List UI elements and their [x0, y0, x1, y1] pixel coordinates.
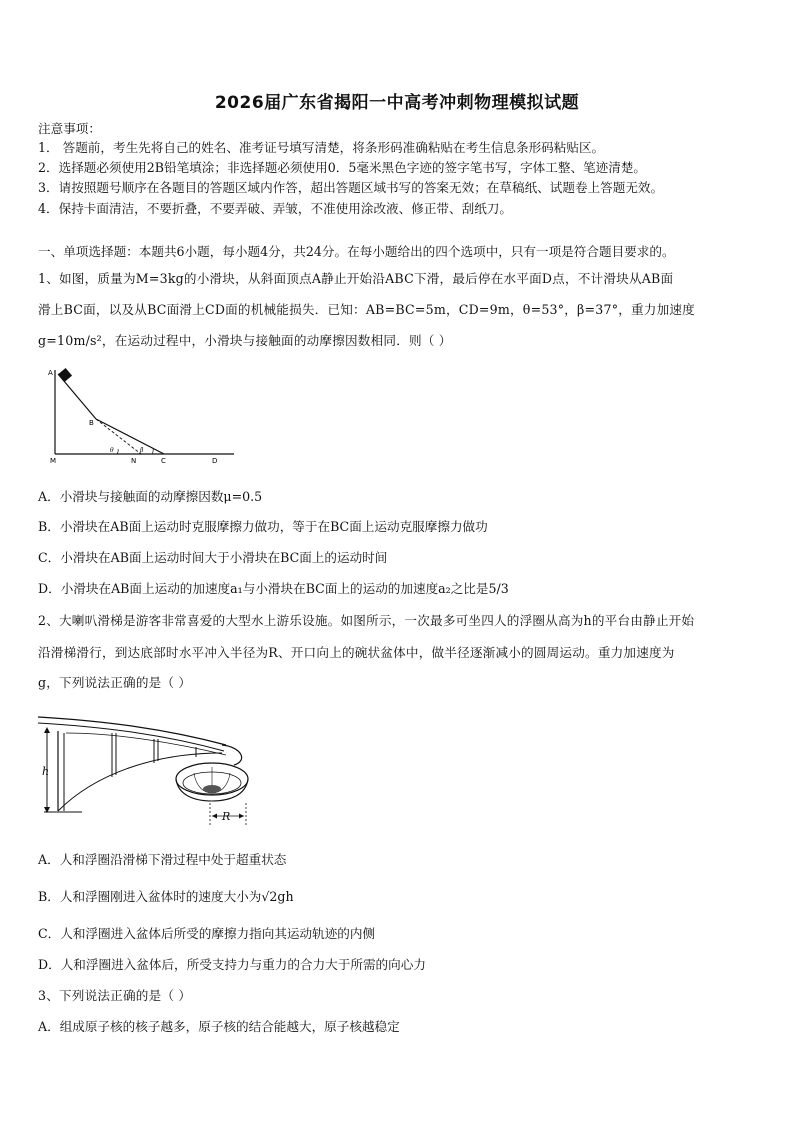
slope-bc — [96, 419, 164, 454]
q2-option-a: A．人和浮圈沿滑梯下滑过程中处于超重状态 — [38, 852, 287, 867]
q1-slope-figure — [44, 366, 244, 466]
q1-option-a: A．小滑块与接触面的动摩擦因数μ=0.5 — [38, 489, 263, 504]
q2-slide-figure — [36, 703, 266, 831]
q3-line-1: 3、下列说法正确的是（ ） — [38, 988, 192, 1003]
block-icon — [58, 368, 72, 382]
q1-option-c: C．小滑块在AB面上运动时间大于小滑块在BC面上的运动时间 — [38, 550, 388, 565]
q1-option-d: D．小滑块在AB面上运动的加速度a₁与小滑块在BC面上的运动的加速度a₂之比是5/3 — [38, 581, 509, 596]
q1-option-b: B．小滑块在AB面上运动时克服摩擦力做功，等于在BC面上运动克服摩擦力做功 — [38, 519, 488, 534]
label-m: M — [50, 457, 57, 465]
label-beta: β — [140, 447, 144, 454]
q3-option-a: A．组成原子核的核子越多，原子核的结合能越大，原子核越稳定 — [38, 1019, 400, 1034]
notice-item-2: 2．选择题必须使用2B铅笔填涂；非选择题必须使用0．5毫米黑色字迹的签字笔书写，字体工整、笔迹清楚。 — [38, 160, 647, 175]
notice-item-4: 4．保持卡面清洁，不要折叠，不要弄破、弄皱，不准使用涂改液、修正带、刮纸刀。 — [38, 201, 512, 216]
label-b: B — [89, 419, 94, 427]
q1-line-1: 1、如图，质量为M=3kg的小滑块，从斜面顶点A静止开始沿ABC下滑，最后停在水平面D点，不计滑块从AB面 — [38, 271, 674, 286]
q2-line-1: 2、大喇叭滑梯是游客非常喜爱的大型水上游乐设施。如图所示，一次最多可坐四人的浮圈从高为h的平台由静止开始 — [38, 613, 695, 628]
q2-option-c: C．人和浮圈进入盆体后所受的摩擦力指向其运动轨迹的内侧 — [38, 926, 376, 941]
q2-line-3: g，下列说法正确的是（ ） — [38, 675, 192, 690]
label-h: h — [42, 765, 50, 778]
label-theta: θ — [110, 447, 114, 454]
q1-line-3: g=10m/s²，在运动过程中，小滑块与接触面的动摩擦因数相同．则（ ） — [38, 333, 452, 348]
q2-line-2: 沿滑梯滑行，到达底部时水平冲入半径为R、开口向上的碗状盆体中，做半径逐渐减小的圆周运动。重力加速度为 — [38, 645, 675, 660]
exam-title: 2026届广东省揭阳一中高考冲刺物理模拟试题 — [214, 93, 580, 113]
slide-rail-top — [38, 717, 226, 745]
q1-line-2: 滑上BC面，以及从BC面滑上CD面的机械能损失．已知：AB=BC=5m，CD=9m，θ=53°，β=37°，重力加速度 — [38, 302, 695, 317]
notice-heading: 注意事项： — [38, 121, 101, 136]
dashed-line — [96, 419, 141, 454]
q2-option-b: B．人和浮圈刚进入盆体时的速度大小为√2gh — [38, 889, 294, 904]
label-d: D — [212, 457, 218, 465]
notice-item-3: 3．请按照题号顺序在各题目的答题区域内作答，超出答题区域书写的答案无效；在草稿纸、试题卷上答题无效。 — [38, 180, 664, 195]
label-n: N — [131, 457, 137, 465]
label-a: A — [48, 369, 53, 377]
q2-option-d: D．人和浮圈进入盆体后，所受支持力与重力的合力大于所需的向心力 — [38, 957, 426, 972]
drain-center — [203, 785, 221, 793]
section-heading: 一、单项选择题：本题共6小题，每小题4分，共24分。在每小题给出的四个选项中，只有一项是符合题目要求的。 — [38, 244, 675, 259]
notice-item-1: 1． 答题前，考生先将自己的姓名、准考证号填写清楚，将条形码准确粘贴在考生信息条形码粘贴区。 — [38, 140, 605, 155]
label-r: R — [222, 810, 231, 823]
label-c: C — [161, 457, 166, 465]
